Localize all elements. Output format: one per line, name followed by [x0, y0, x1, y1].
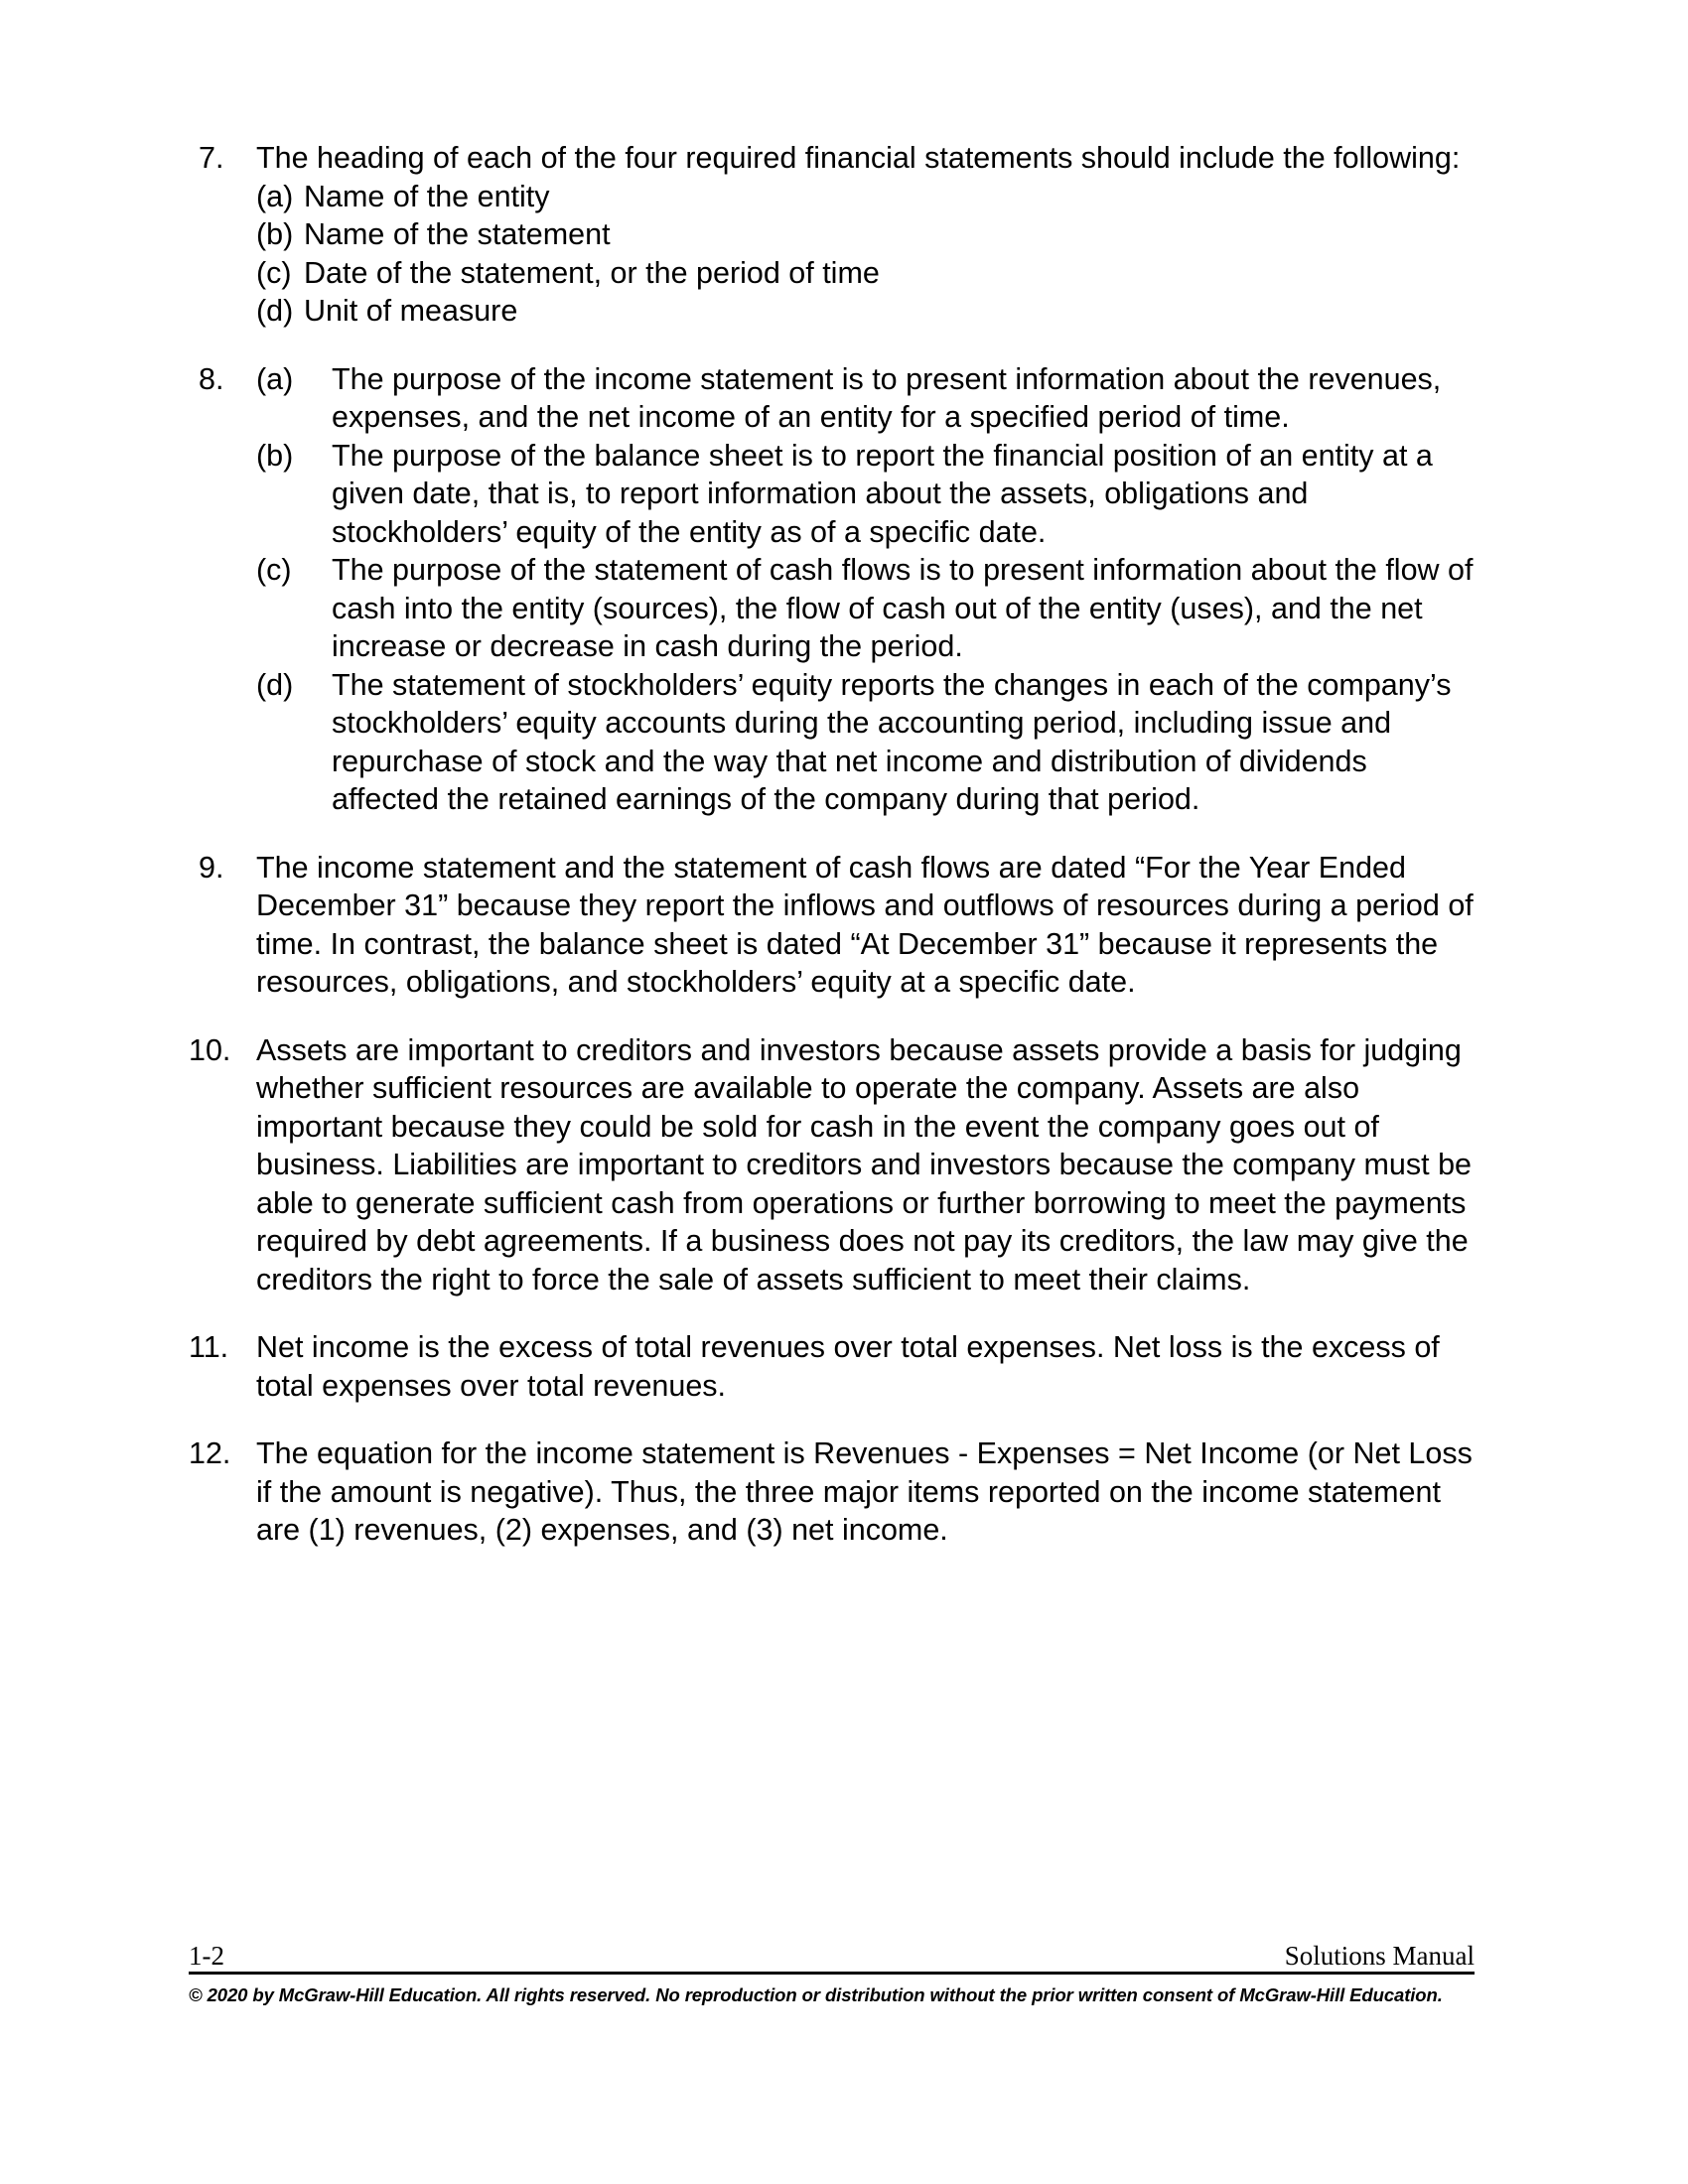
subitem-row: [256, 437, 1479, 552]
subitem-row: [256, 215, 1479, 254]
subitem-row: [256, 178, 1479, 216]
question-number: 9.: [199, 850, 224, 885]
question-number: 8.: [199, 361, 224, 396]
question-number: 10.: [189, 1032, 231, 1067]
subitem-text: The purpose of the income statement is to present information about the revenues, expenses, and the net income of an entity for a specified period of time.: [332, 361, 1442, 434]
subitem-marker: (d): [256, 294, 294, 328]
question-number: 7.: [199, 141, 224, 175]
subitem-marker: (c): [256, 255, 292, 290]
footer-top-line: [189, 1941, 1475, 1975]
subitem-marker: (a): [256, 179, 294, 213]
question-item-7: [189, 139, 1479, 331]
subitem-text: The statement of stockholders’ equity reports the changes in each of the company’s stockholders’ equity accounts during the accounting period, including issue and repurchase of stock and the way that net income and distribution of dividends affected the retained earnings of the company during that period.: [332, 667, 1452, 816]
question-item-10: [189, 1031, 1479, 1299]
subitem-row: [256, 292, 1479, 331]
footer-page-number: 1-2: [189, 1941, 224, 1971]
question-body: The income statement and the statement of cash flows are dated “For the Year Ended December 31” because they report the inflows and outflows of resources during a period of time. In contrast, the balance sheet is dated “At December 31” because it represents the resources, obligations, and stockholders’ equity at a specific date.: [256, 850, 1474, 999]
page-footer: [189, 1941, 1475, 2007]
question-body: The equation for the income statement is Revenues - Expenses = Net Income (or Net Loss if the amount is negative). Thus, the three major items reported on the income statement are (1) revenues, (2) expenses, and (3) net income.: [256, 1436, 1473, 1547]
question-number: 11.: [189, 1330, 229, 1364]
subitem-text: Name of the statement: [304, 217, 611, 251]
question-list: [189, 139, 1479, 1579]
question-body: Assets are important to creditors and investors because assets provide a basis for judging whether sufficient resources are available to operate the company. Assets are also important because they could be sold for cash in the event the company goes out of business. Liabilities are important to creditors and investors because the company must be able to generate sufficient cash from operations or further borrowing to meet the payments required by debt agreements. If a business does not pay its creditors, the law may give the creditors the right to force the sale of assets sufficient to meet their claims.: [256, 1032, 1473, 1297]
subitem-row: [256, 666, 1479, 819]
subitem-marker: (c): [256, 553, 292, 587]
question-item-9: [189, 849, 1479, 1002]
subitem-list: [256, 360, 1479, 819]
subitem-marker: (a): [256, 361, 294, 396]
subitem-marker: (b): [256, 217, 294, 251]
question-item-12: [189, 1434, 1479, 1550]
subitem-text: Name of the entity: [304, 179, 550, 213]
question-intro: The heading of each of the four required financial statements should include the following:: [256, 141, 1461, 175]
footer-title: Solutions Manual: [1284, 1941, 1475, 1971]
footer-copyright: © 2020 by McGraw-Hill Education. All rights reserved. No reproduction or distribution without the prior written consent of McGraw-Hill Education.: [189, 1984, 1443, 2005]
question-body: [256, 360, 1479, 819]
subitem-row: [256, 254, 1479, 293]
subitem-text: The purpose of the statement of cash flows is to present information about the flow of cash into the entity (sources), the flow of cash out of the entity (uses), and the net increase or decrease in cash during the period.: [332, 553, 1474, 663]
subitem-row: [256, 360, 1479, 437]
question-body: Net income is the excess of total revenues over total expenses. Net loss is the excess of total expenses over total revenues.: [256, 1330, 1440, 1403]
question-body: [256, 139, 1479, 331]
subitem-marker: (b): [256, 438, 294, 473]
subitem-list: [256, 178, 1479, 331]
question-number: 12.: [189, 1436, 231, 1470]
subitem-text: The purpose of the balance sheet is to report the financial position of an entity at a given date, that is, to report information about the assets, obligations and stockholders’ equity of the entity as of a specific date.: [332, 438, 1433, 549]
subitem-text: Date of the statement, or the period of time: [304, 255, 880, 290]
question-item-11: [189, 1328, 1479, 1405]
subitem-marker: (d): [256, 667, 294, 702]
subitem-row: [256, 551, 1479, 666]
question-item-8: [189, 360, 1479, 819]
subitem-text: Unit of measure: [304, 294, 518, 328]
